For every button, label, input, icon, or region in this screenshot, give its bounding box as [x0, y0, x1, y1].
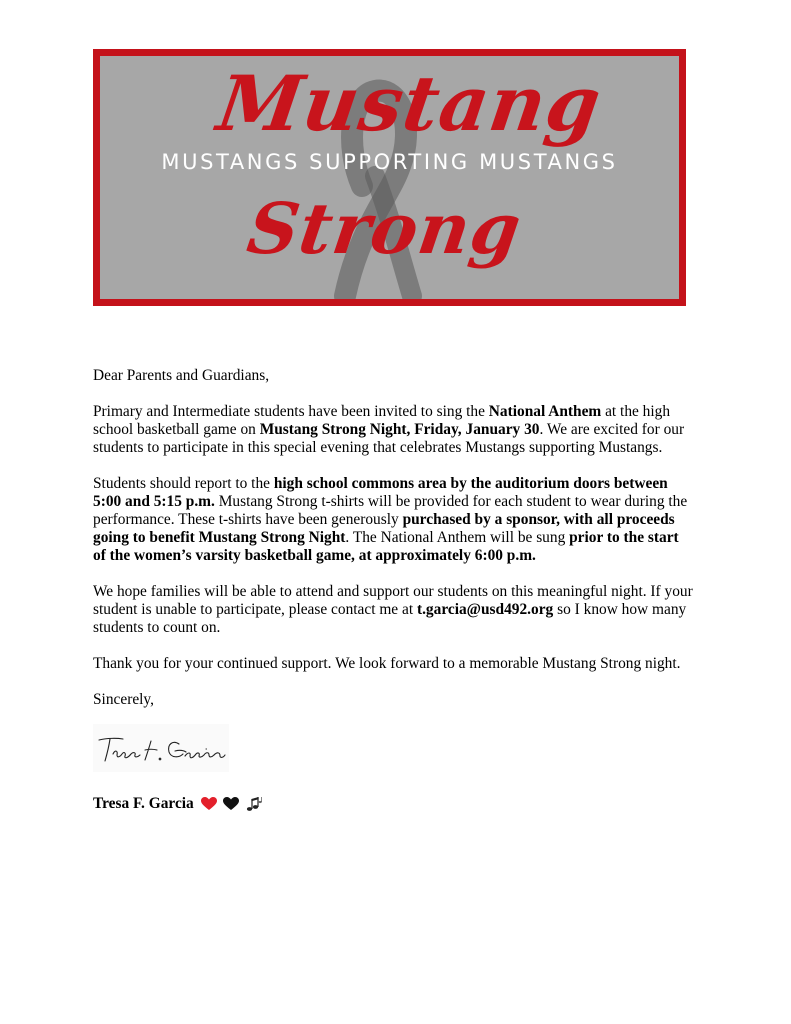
banner-subtitle: MUSTANGS SUPPORTING MUSTANGS — [161, 150, 618, 174]
banner-title-strong: Strong — [242, 187, 527, 270]
closing: Sincerely, — [93, 691, 154, 708]
paragraph-thanks: Thank you for your continued support. We look forward to a memorable Mustang Strong night. — [93, 655, 681, 672]
music-notes-icon — [246, 796, 263, 812]
contact-email[interactable]: t.garcia@usd492.org — [416, 601, 554, 618]
signature-scribble — [93, 724, 229, 772]
banner-inner — [100, 56, 679, 299]
letter-body — [93, 367, 693, 727]
handwritten-signature — [93, 724, 229, 772]
red-heart-icon — [201, 797, 217, 811]
black-heart-icon — [223, 797, 239, 811]
signer-name: Tresa F. Garcia — [93, 795, 194, 812]
paragraph-contact: We hope families will be able to attend and support our students on this meaningful night. If your student is unable to participate, please contact me at t.garcia@usd492.org so I know how many students to count on. — [93, 583, 693, 636]
paragraph-invitation: Primary and Intermediate students have been invited to sing the National Anthem at the high school basketball game on Mustang Strong Night, Friday, January 30. We are excited for our students to participate in this special evening that celebrates Mustangs supporting Mustangs. — [93, 403, 685, 456]
banner-title-mustang: Mustang — [212, 59, 607, 148]
mustang-strong-banner — [93, 49, 686, 306]
signer-line — [93, 795, 263, 813]
greeting: Dear Parents and Guardians, — [93, 367, 270, 384]
paragraph-instructions: Students should report to the high school commons area by the auditorium doors between 5:00 and 5:15 p.m. Mustang Strong t-shirts will be provided for each student to wear during the performance. These t-shirts have been generously purchased by a sponsor, with all proceeds going to benefit Mustang Strong Night. The National Anthem will be sung prior to the start of the women’s varsity basketball game, at approximately 6:00 p.m. — [93, 475, 688, 564]
